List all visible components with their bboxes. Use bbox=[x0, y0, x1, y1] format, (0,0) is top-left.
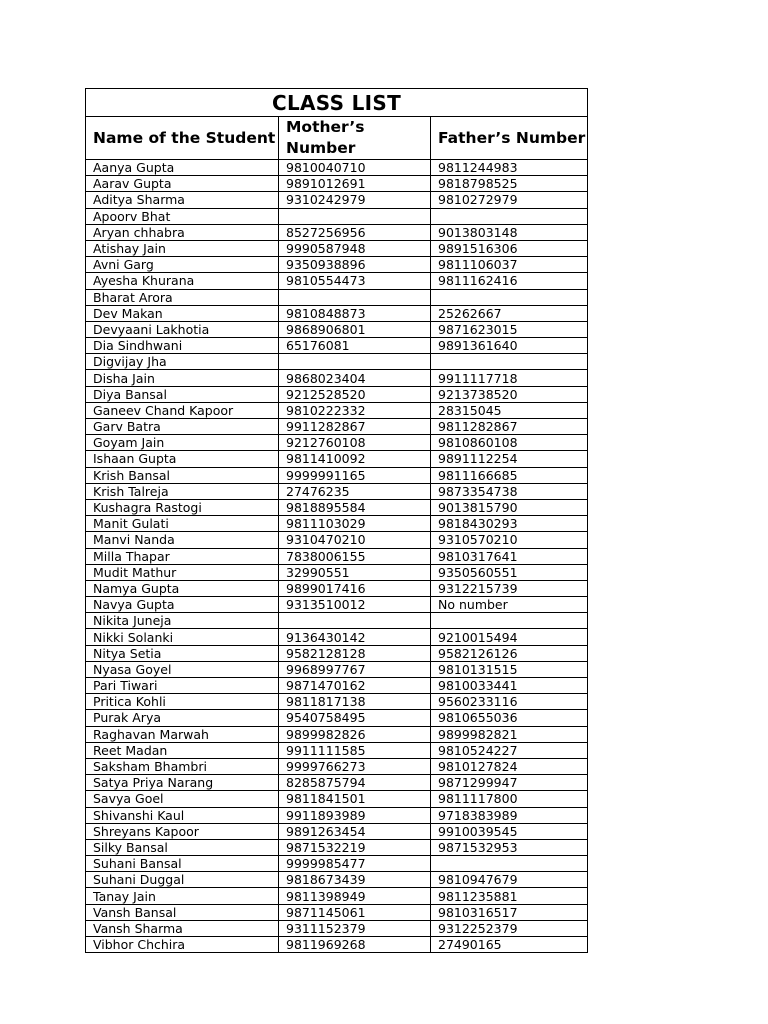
student-name-cell: Savya Goel bbox=[86, 791, 279, 807]
mother-number-cell: 9811410092 bbox=[279, 451, 431, 467]
student-name-cell: Ayesha Khurana bbox=[86, 273, 279, 289]
column-header-mother-number: Mother’s Number bbox=[279, 117, 431, 160]
mother-number-cell: 9811817138 bbox=[279, 694, 431, 710]
student-name-cell: Saksham Bhambri bbox=[86, 758, 279, 774]
table-row bbox=[86, 678, 588, 694]
father-number-cell: 9899982821 bbox=[431, 726, 588, 742]
student-name-cell: Goyam Jain bbox=[86, 435, 279, 451]
mother-number-cell: 9911282867 bbox=[279, 419, 431, 435]
father-number-cell: 28315045 bbox=[431, 402, 588, 418]
father-number-cell: 9310570210 bbox=[431, 532, 588, 548]
father-number-cell: 9811166685 bbox=[431, 467, 588, 483]
table-row bbox=[86, 548, 588, 564]
column-header-father-number: Father’s Number bbox=[431, 117, 588, 160]
student-name-cell: Vibhor Chchira bbox=[86, 937, 279, 953]
table-row bbox=[86, 597, 588, 613]
table-row bbox=[86, 807, 588, 823]
student-name-cell: Raghavan Marwah bbox=[86, 726, 279, 742]
student-name-cell: Nitya Setia bbox=[86, 645, 279, 661]
father-number-cell: 9811117800 bbox=[431, 791, 588, 807]
table-row bbox=[86, 645, 588, 661]
student-name-cell: Suhani Bansal bbox=[86, 856, 279, 872]
mother-number-cell: 9999766273 bbox=[279, 758, 431, 774]
father-number-cell: 9871299947 bbox=[431, 775, 588, 791]
table-row bbox=[86, 176, 588, 192]
student-name-cell: Shivanshi Kaul bbox=[86, 807, 279, 823]
student-name-cell: Disha Jain bbox=[86, 370, 279, 386]
student-name-cell: Kushagra Rastogi bbox=[86, 499, 279, 515]
father-number-cell: 9810860108 bbox=[431, 435, 588, 451]
page-title: CLASS LIST bbox=[86, 89, 588, 117]
table-row bbox=[86, 467, 588, 483]
table-row bbox=[86, 160, 588, 176]
father-number-cell: 9811162416 bbox=[431, 273, 588, 289]
father-number-cell bbox=[431, 289, 588, 305]
mother-number-cell: 9136430142 bbox=[279, 629, 431, 645]
table-row bbox=[86, 694, 588, 710]
student-name-cell: Aryan chhabra bbox=[86, 224, 279, 240]
table-row bbox=[86, 257, 588, 273]
table-row bbox=[86, 208, 588, 224]
mother-number-cell: 27476235 bbox=[279, 483, 431, 499]
mother-number-cell: 9968997767 bbox=[279, 661, 431, 677]
father-number-cell: 27490165 bbox=[431, 937, 588, 953]
mother-number-cell: 9212760108 bbox=[279, 435, 431, 451]
table-row bbox=[86, 856, 588, 872]
mother-number-cell: 9811398949 bbox=[279, 888, 431, 904]
table-row bbox=[86, 613, 588, 629]
father-number-cell: 9810272979 bbox=[431, 192, 588, 208]
father-number-cell: 9811235881 bbox=[431, 888, 588, 904]
table-row bbox=[86, 386, 588, 402]
class-list-sheet bbox=[85, 88, 587, 953]
table-row bbox=[86, 516, 588, 532]
table-row bbox=[86, 888, 588, 904]
student-name-cell: Satya Priya Narang bbox=[86, 775, 279, 791]
table-row bbox=[86, 564, 588, 580]
student-name-cell: Krish Talreja bbox=[86, 483, 279, 499]
student-name-cell: Dev Makan bbox=[86, 305, 279, 321]
father-number-cell: 9810316517 bbox=[431, 904, 588, 920]
table-row bbox=[86, 661, 588, 677]
student-name-cell: Aditya Sharma bbox=[86, 192, 279, 208]
table-row bbox=[86, 451, 588, 467]
mother-number-cell: 9811841501 bbox=[279, 791, 431, 807]
table-row bbox=[86, 532, 588, 548]
title-row bbox=[86, 89, 588, 117]
mother-number-cell: 9868023404 bbox=[279, 370, 431, 386]
mother-number-cell: 9899017416 bbox=[279, 580, 431, 596]
student-name-cell: Silky Bansal bbox=[86, 839, 279, 855]
header-row bbox=[86, 117, 588, 160]
father-number-cell: 25262667 bbox=[431, 305, 588, 321]
mother-number-cell: 65176081 bbox=[279, 338, 431, 354]
mother-number-cell: 9810222332 bbox=[279, 402, 431, 418]
table-row bbox=[86, 338, 588, 354]
father-number-cell: 9718383989 bbox=[431, 807, 588, 823]
student-name-cell: Avni Garg bbox=[86, 257, 279, 273]
father-number-cell: 9911117718 bbox=[431, 370, 588, 386]
student-name-cell: Krish Bansal bbox=[86, 467, 279, 483]
table-row bbox=[86, 791, 588, 807]
mother-number-cell: 9871145061 bbox=[279, 904, 431, 920]
table-row bbox=[86, 920, 588, 936]
student-name-cell: Mudit Mathur bbox=[86, 564, 279, 580]
father-number-cell: No number bbox=[431, 597, 588, 613]
mother-number-cell: 9990587948 bbox=[279, 240, 431, 256]
student-name-cell: Suhani Duggal bbox=[86, 872, 279, 888]
father-number-cell: 9891112254 bbox=[431, 451, 588, 467]
father-number-cell bbox=[431, 208, 588, 224]
mother-number-cell: 9891263454 bbox=[279, 823, 431, 839]
mother-number-cell: 9810554473 bbox=[279, 273, 431, 289]
mother-number-cell: 9818895584 bbox=[279, 499, 431, 515]
father-number-cell: 9810524227 bbox=[431, 742, 588, 758]
father-number-cell: 9582126126 bbox=[431, 645, 588, 661]
mother-number-cell: 8285875794 bbox=[279, 775, 431, 791]
mother-number-cell: 9911111585 bbox=[279, 742, 431, 758]
table-row bbox=[86, 240, 588, 256]
student-name-cell: Manvi Nanda bbox=[86, 532, 279, 548]
table-row bbox=[86, 483, 588, 499]
table-row bbox=[86, 937, 588, 953]
student-name-cell: Garv Batra bbox=[86, 419, 279, 435]
father-number-cell: 9871532953 bbox=[431, 839, 588, 855]
father-number-cell bbox=[431, 613, 588, 629]
mother-number-cell: 32990551 bbox=[279, 564, 431, 580]
student-name-cell: Aanya Gupta bbox=[86, 160, 279, 176]
mother-number-cell: 9818673439 bbox=[279, 872, 431, 888]
mother-number-cell: 9310470210 bbox=[279, 532, 431, 548]
class-list-table bbox=[85, 88, 588, 953]
mother-number-cell: 9310242979 bbox=[279, 192, 431, 208]
student-name-cell: Milla Thapar bbox=[86, 548, 279, 564]
table-row bbox=[86, 823, 588, 839]
mother-number-cell bbox=[279, 613, 431, 629]
mother-number-cell: 9899982826 bbox=[279, 726, 431, 742]
father-number-cell: 9312252379 bbox=[431, 920, 588, 936]
mother-number-cell: 9810040710 bbox=[279, 160, 431, 176]
father-number-cell: 9818798525 bbox=[431, 176, 588, 192]
student-rows bbox=[86, 160, 588, 953]
student-name-cell: Ishaan Gupta bbox=[86, 451, 279, 467]
father-number-cell: 9810947679 bbox=[431, 872, 588, 888]
student-name-cell: Nikita Juneja bbox=[86, 613, 279, 629]
father-number-cell bbox=[431, 856, 588, 872]
mother-number-cell: 9311152379 bbox=[279, 920, 431, 936]
student-name-cell: Dia Sindhwani bbox=[86, 338, 279, 354]
father-number-cell: 9810033441 bbox=[431, 678, 588, 694]
father-number-cell: 9013803148 bbox=[431, 224, 588, 240]
table-row bbox=[86, 499, 588, 515]
table-row bbox=[86, 580, 588, 596]
table-row bbox=[86, 904, 588, 920]
table-row bbox=[86, 435, 588, 451]
father-number-cell: 9312215739 bbox=[431, 580, 588, 596]
table-row bbox=[86, 758, 588, 774]
mother-number-cell: 9350938896 bbox=[279, 257, 431, 273]
mother-number-cell: 9871470162 bbox=[279, 678, 431, 694]
mother-number-cell: 7838006155 bbox=[279, 548, 431, 564]
student-name-cell: Manit Gulati bbox=[86, 516, 279, 532]
student-name-cell: Pari Tiwari bbox=[86, 678, 279, 694]
mother-number-cell: 9540758495 bbox=[279, 710, 431, 726]
student-name-cell: Nyasa Goyel bbox=[86, 661, 279, 677]
student-name-cell: Atishay Jain bbox=[86, 240, 279, 256]
father-number-cell: 9810317641 bbox=[431, 548, 588, 564]
student-name-cell: Purak Arya bbox=[86, 710, 279, 726]
father-number-cell: 9213738520 bbox=[431, 386, 588, 402]
father-number-cell: 9560233116 bbox=[431, 694, 588, 710]
father-number-cell: 9810655036 bbox=[431, 710, 588, 726]
student-name-cell: Diya Bansal bbox=[86, 386, 279, 402]
father-number-cell: 9891361640 bbox=[431, 338, 588, 354]
father-number-cell: 9871623015 bbox=[431, 321, 588, 337]
mother-number-cell: 9582128128 bbox=[279, 645, 431, 661]
mother-number-cell: 9811103029 bbox=[279, 516, 431, 532]
father-number-cell bbox=[431, 354, 588, 370]
father-number-cell: 9350560551 bbox=[431, 564, 588, 580]
father-number-cell: 9811244983 bbox=[431, 160, 588, 176]
mother-number-cell: 9891012691 bbox=[279, 176, 431, 192]
table-row bbox=[86, 726, 588, 742]
table-row bbox=[86, 321, 588, 337]
table-row bbox=[86, 629, 588, 645]
mother-number-cell: 9212528520 bbox=[279, 386, 431, 402]
father-number-cell: 9810131515 bbox=[431, 661, 588, 677]
student-name-cell: Reet Madan bbox=[86, 742, 279, 758]
student-name-cell: Aarav Gupta bbox=[86, 176, 279, 192]
table-row bbox=[86, 192, 588, 208]
table-row bbox=[86, 305, 588, 321]
column-header-student-name: Name of the Student bbox=[86, 117, 279, 160]
student-name-cell: Navya Gupta bbox=[86, 597, 279, 613]
student-name-cell: Bharat Arora bbox=[86, 289, 279, 305]
father-number-cell: 9810127824 bbox=[431, 758, 588, 774]
student-name-cell: Vansh Bansal bbox=[86, 904, 279, 920]
table-row bbox=[86, 354, 588, 370]
table-row bbox=[86, 775, 588, 791]
table-row bbox=[86, 402, 588, 418]
mother-number-cell: 9999991165 bbox=[279, 467, 431, 483]
table-row bbox=[86, 742, 588, 758]
student-name-cell: Digvijay Jha bbox=[86, 354, 279, 370]
mother-number-cell bbox=[279, 289, 431, 305]
student-name-cell: Namya Gupta bbox=[86, 580, 279, 596]
table-row bbox=[86, 224, 588, 240]
father-number-cell: 9891516306 bbox=[431, 240, 588, 256]
father-number-cell: 9910039545 bbox=[431, 823, 588, 839]
father-number-cell: 9013815790 bbox=[431, 499, 588, 515]
mother-number-cell: 9871532219 bbox=[279, 839, 431, 855]
table-row bbox=[86, 370, 588, 386]
student-name-cell: Shreyans Kapoor bbox=[86, 823, 279, 839]
father-number-cell: 9811282867 bbox=[431, 419, 588, 435]
student-name-cell: Apoorv Bhat bbox=[86, 208, 279, 224]
student-name-cell: Vansh Sharma bbox=[86, 920, 279, 936]
student-name-cell: Tanay Jain bbox=[86, 888, 279, 904]
mother-number-cell bbox=[279, 354, 431, 370]
mother-number-cell: 9810848873 bbox=[279, 305, 431, 321]
mother-number-cell: 8527256956 bbox=[279, 224, 431, 240]
mother-number-cell: 9911893989 bbox=[279, 807, 431, 823]
table-row bbox=[86, 289, 588, 305]
mother-number-cell: 9868906801 bbox=[279, 321, 431, 337]
student-name-cell: Nikki Solanki bbox=[86, 629, 279, 645]
student-name-cell: Pritica Kohli bbox=[86, 694, 279, 710]
mother-number-cell: 9313510012 bbox=[279, 597, 431, 613]
table-row bbox=[86, 839, 588, 855]
father-number-cell: 9873354738 bbox=[431, 483, 588, 499]
student-name-cell: Ganeev Chand Kapoor bbox=[86, 402, 279, 418]
table-row bbox=[86, 273, 588, 289]
table-row bbox=[86, 710, 588, 726]
mother-number-cell bbox=[279, 208, 431, 224]
mother-number-cell: 9999985477 bbox=[279, 856, 431, 872]
table-row bbox=[86, 419, 588, 435]
table-row bbox=[86, 872, 588, 888]
father-number-cell: 9818430293 bbox=[431, 516, 588, 532]
student-name-cell: Devyaani Lakhotia bbox=[86, 321, 279, 337]
father-number-cell: 9210015494 bbox=[431, 629, 588, 645]
father-number-cell: 9811106037 bbox=[431, 257, 588, 273]
mother-number-cell: 9811969268 bbox=[279, 937, 431, 953]
